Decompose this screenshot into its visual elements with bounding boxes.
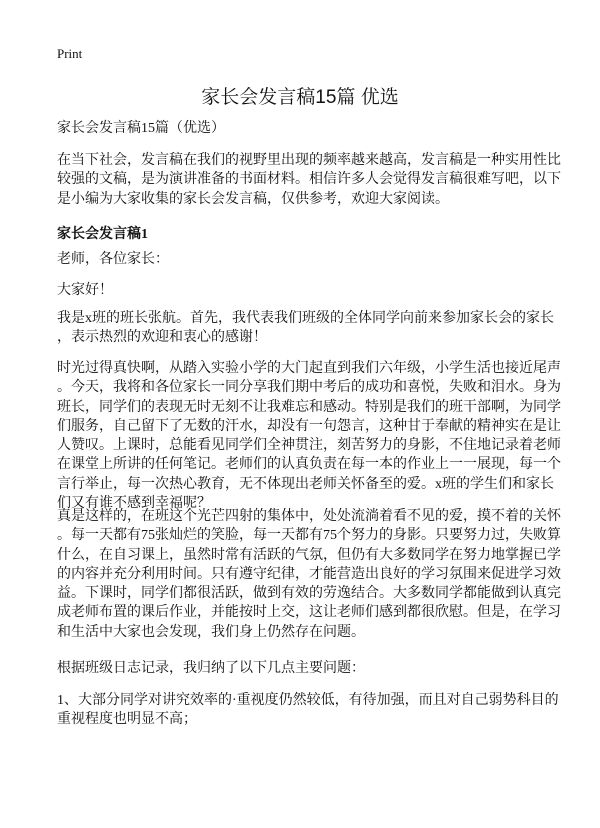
paragraph-5: 1、大部分同学对讲究效率的·重视度仍然较低，有待加强，而且对自己弱势科目的 重视程度也明显不高； <box>57 693 559 728</box>
greeting: 老师，各位家长： <box>57 252 169 267</box>
hello: 大家好！ <box>57 283 113 298</box>
subtitle: 家长会发言稿15篇（优选） <box>57 121 225 136</box>
print-link[interactable]: Print <box>57 46 83 61</box>
paragraph-1: 我是x班的班长张航。首先，我代表我们班级的全体同学向前来参加家长会的家长 ，表示热烈的欢迎和衷心的感谢！ <box>57 311 554 346</box>
paragraph-2: 时光过得真快啊，从踏入实验小学的大门起直到我们六年级，小学生活也接近尾声 。今天，我将和各位家长一同分享我们期中考后的成功和喜悦，失败和泪水。身为 班长，同学们的表现无时无刻不让我难忘和感动。特别是我们的班干部啊，为同学 们服务，自己留下了无数的汗水，却没有一句怨言，这种甘于奉献的精神实在是让 人赞叹。上课时，总能看见同学们全神贯注，刻苦努力的身影，不住地记录着老师 在课堂上所讲的任何笔记。老师们的认真负责在每一本的作业上一一展现，每一个 言行举止，每一次热心教育，无不体现出老师关怀备至的爱。x班的学生们和家长 们又有谁不感到幸福呢？ <box>57 361 561 512</box>
section-heading: 家长会发言稿1 <box>57 227 148 242</box>
page-title: 家长会发言稿15篇 优选 <box>201 87 399 108</box>
intro-paragraph: 在当下社会，发言稿在我们的视野里出现的频率越来越高，发言稿是一种实用性比 较强的文稿，是为演讲准备的书面材料。相信许多人会觉得发言稿很难写吧，以下 是小编为大家收集的家长会发言稿，仅供参考，欢迎大家阅读。 <box>57 153 561 207</box>
paragraph-4: 根据班级日志记录，我归纳了以下几点主要问题： <box>57 661 365 676</box>
paragraph-3: 真是这样的，在班这个光芒四射的集体中，处处流淌着看不见的爱，摸不着的关怀 。每一天都有75张灿烂的笑脸，每一天都有75个努力的身影。只要努力过，失败算 什么，在自习课上，虽然时常有活跃的气氛，但仍有大多数同学在努力地掌握已学 的内容并充分利用时间。只有遵守纪律，才能营造出良好的学习氛围来促进学习效 益。下课时，同学们都很活跃，做到有效的劳逸结合。大多数同学都能做到认真完 成老师布置的课后作业，并能按时上交，这让老师们感到都很欣慰。但是，在学习 和生活中大家也会发现，我们身上仍然存在问题。 <box>57 509 561 640</box>
